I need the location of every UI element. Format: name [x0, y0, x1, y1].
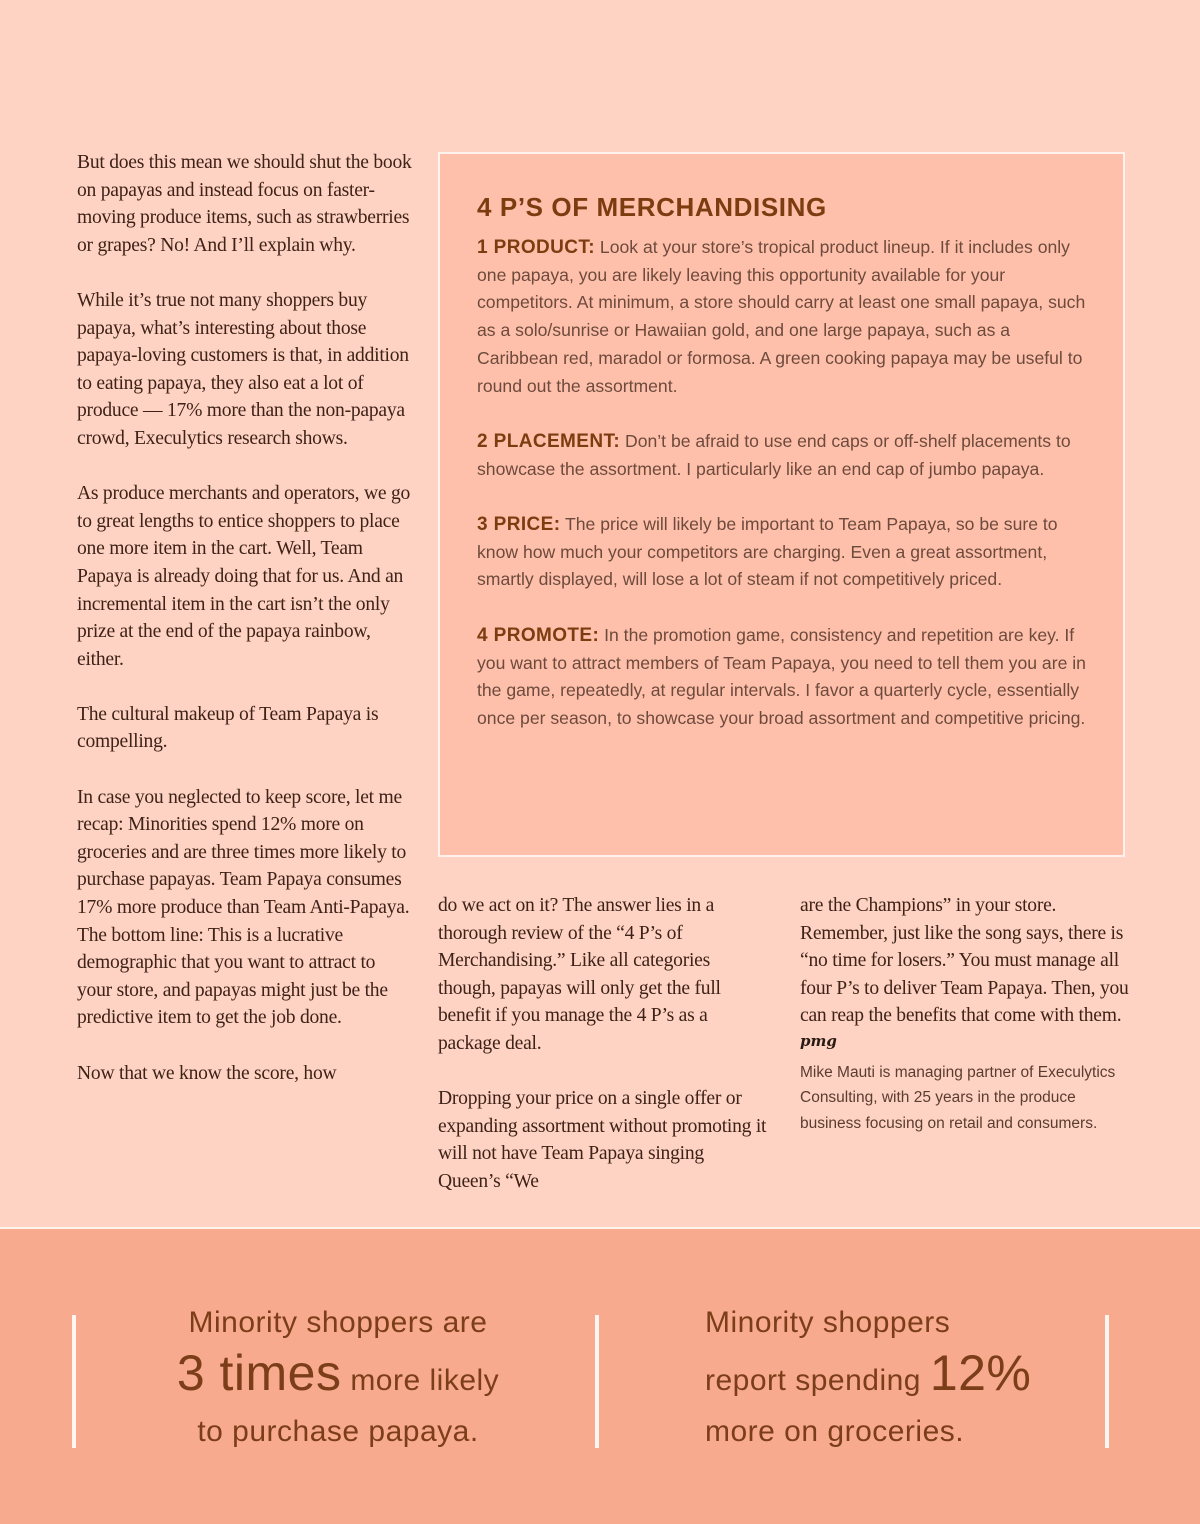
sidebar-title: 4 P’S OF MERCHANDISING	[477, 192, 827, 222]
vertical-bar	[72, 1315, 76, 1448]
stat-three-times	[78, 1297, 598, 1457]
merchandising-sidebar	[438, 152, 1125, 857]
stat-line: Minority shoppers	[705, 1306, 951, 1339]
left-column	[77, 149, 412, 1115]
stat-text: more likely	[341, 1364, 500, 1397]
author-signature: pmg	[800, 1031, 837, 1050]
stat-line: more on groceries.	[705, 1415, 965, 1448]
item-heading: 1 PRODUCT:	[477, 237, 596, 258]
item-text: Look at your store’s tropical product lineup. If it includes only one papaya, you are likely leaving this opportunity available for your competitors. At minimum, a store should carry at least one small papaya, such as a solo/sunrise or Hawaiian gold, and one large papaya, such as a Caribbean red, maradol or formosa. A green cooking papaya may be useful to round out the assortment.	[477, 237, 1086, 396]
sidebar-item-placement	[477, 428, 1089, 483]
item-heading: 4 PROMOTE:	[477, 624, 600, 646]
paragraph: While it’s true not many shoppers buy papaya, what’s interesting about those papaya-loving customers is that, in addition to eating papaya, they also eat a lot of produce — 17% more than the non-papaya crowd, Execulytics research shows.	[77, 289, 409, 449]
stat-line: Minority shoppers are	[188, 1306, 488, 1339]
paragraph: do we act on it? The answer lies in a thorough review of the “4 P’s of Merchandising.” Like all categories though, papayas will only get the full benefit if you manage the 4 P’s as a package deal.	[438, 895, 721, 1054]
vertical-bar	[1105, 1315, 1109, 1448]
paragraph: Dropping your price on a single offer or expanding assortment without promoting it will not have Team Papaya singing Queen’s “We	[438, 1088, 767, 1192]
item-heading: 2 PLACEMENT:	[477, 430, 621, 452]
stat-text: report spending	[705, 1364, 930, 1397]
paragraph: In case you neglected to keep score, let me recap: Minorities spend 12% more on groceries and are three times more likely to purchase papayas. Team Papaya consumes 17% more produce than Team Anti-Papaya. The bottom line: This is a lucrative demographic that you want to attract to your store, and papayas might just be the predictive item to get the job done.	[77, 786, 410, 1029]
right-column	[800, 892, 1130, 1136]
item-heading: 3 PRICE:	[477, 514, 561, 535]
sidebar-item-product	[477, 234, 1089, 400]
paragraph: Now that we know the score, how	[77, 1062, 337, 1084]
paragraph: are the Champions” in your store. Remember, just like the song says, there is “no time for losers.” You must manage all four P’s to deliver Team Papaya. Then, you can reap the benefits that come with them.	[800, 895, 1129, 1027]
stat-line	[78, 1345, 598, 1406]
sidebar-item-promote	[477, 622, 1089, 733]
item-text: Don’t be afraid to use end caps or off-shelf placements to showcase the assortment. I particularly like an end cap of jumbo papaya.	[477, 430, 1071, 479]
middle-column	[438, 892, 768, 1223]
stat-twelve-percent	[705, 1297, 1105, 1457]
author-bio: Mike Mauti is managing partner of Execulytics Consulting, with 25 years in the produce business focusing on retail and consumers.	[800, 1063, 1116, 1132]
stat-line	[705, 1345, 1105, 1406]
stat-line: to purchase papaya.	[197, 1415, 479, 1448]
paragraph: The cultural makeup of Team Papaya is compelling.	[77, 703, 379, 753]
stat-number: 3 times	[176, 1345, 342, 1401]
paragraph: As produce merchants and operators, we go to great lengths to entice shoppers to place one more item in the cart. Well, Team Papaya is already doing that for us. And an incremental item in the cart isn’t the only prize at the end of the papaya rainbow, either.	[77, 483, 411, 670]
paragraph: But does this mean we should shut the book on papayas and instead focus on faster-moving produce items, such as strawberries or grapes? No! And I’ll explain why.	[77, 152, 412, 256]
item-text: In the promotion game, consistency and repetition are key. If you want to attract members of Team Papaya, you need to tell them you are in the game, repeatedly, at regular intervals. I favor a quarterly cycle, essentially once per season, to showcase your broad assortment and competitive pricing.	[477, 624, 1086, 728]
item-text: The price will likely be important to Team Papaya, so be sure to know how much your competitors are charging. Even a great assortment, smartly displayed, will lose a lot of steam if not competitively priced.	[477, 514, 1058, 590]
sidebar-item-price	[477, 511, 1089, 594]
stat-number: 12%	[929, 1345, 1032, 1401]
